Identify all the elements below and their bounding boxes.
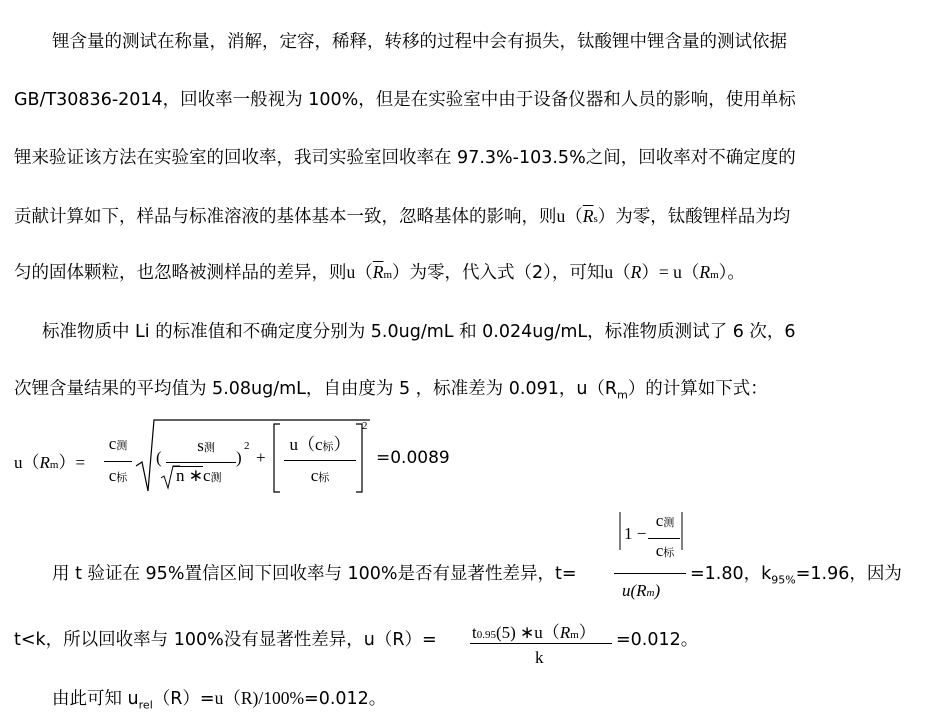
plus: +: [256, 448, 266, 467]
formula1-lhs: [14, 448, 85, 473]
math-sub: 测: [116, 440, 128, 452]
math-R: R: [39, 453, 50, 472]
math-sub: 0.95: [476, 629, 496, 641]
paragraph1-line5: [14, 260, 745, 287]
math-text: u（R)/100%: [214, 688, 305, 708]
math-sub: m: [570, 629, 579, 641]
math-text: (5) ∗u（: [495, 623, 560, 642]
math-u: u（: [556, 206, 583, 226]
text: ）的计算如下式：: [627, 379, 768, 399]
paragraph3-text-a: 用 t 验证在 95%置信区间下回收率与 100%是否有显著性差异，t=: [52, 564, 577, 584]
power-2: 2: [244, 440, 250, 452]
math-sub: m: [646, 587, 655, 599]
math-u-c: u（c: [289, 435, 323, 454]
fraction-bar: [470, 643, 612, 644]
math-eq: ）= u（: [641, 262, 700, 282]
math-R-bar: $\overline{R}$: [372, 262, 384, 282]
math-sub: m: [710, 269, 719, 281]
math-sub: 标: [116, 472, 128, 484]
sub: 95%: [771, 573, 796, 587]
one-minus: 1 −: [624, 524, 647, 543]
math-c: c: [108, 466, 117, 485]
paragraph1-line2: GB/T30836-2014，回收率一般视为 100%，但是在实验室中由于设备仪器和人员的影响，使用单标: [14, 90, 796, 110]
math-sub: s: [593, 213, 598, 225]
math-eq: ）=: [58, 453, 86, 472]
text: =0.012。: [304, 689, 387, 709]
fraction-bar: [648, 538, 680, 539]
math-R-bar: $\overline{R}$: [582, 206, 594, 226]
sub: m: [617, 388, 628, 402]
math-close: ）: [333, 435, 351, 454]
math-sub: 测: [203, 442, 215, 454]
text: 为零，钛酸锂样品为均: [615, 207, 791, 227]
math-close: ): [654, 581, 661, 600]
math-R: R: [559, 623, 571, 642]
math-sub: 标: [322, 441, 334, 453]
math-s: s: [197, 436, 204, 455]
paragraph1-line4: [14, 204, 790, 231]
math-sub: 测: [663, 517, 675, 529]
math-c: c: [655, 541, 664, 560]
math-end: ）。: [718, 262, 745, 282]
denominator-u-R: [622, 581, 660, 601]
text: =1.80，k: [690, 564, 772, 584]
paren-open: (: [156, 448, 162, 467]
math-c: c: [203, 466, 211, 485]
paragraph2-line2: [14, 377, 768, 408]
text: 由此可知 u: [52, 689, 139, 709]
math-R: R: [630, 262, 642, 282]
text: =1.96，因为: [795, 564, 902, 584]
math-u: u（: [346, 262, 373, 282]
fraction-bar-main: [614, 573, 686, 574]
paragraph1-line3: 锂来验证该方法在实验室的回收率，我司实验室回收率在 97.3%-103.5%之间，回收率对不确定度的: [14, 148, 796, 168]
fraction-u-c: [282, 430, 358, 455]
sub: rel: [138, 698, 153, 712]
math-close: ）: [578, 623, 596, 642]
fraction-bar: [284, 460, 356, 461]
fraction-s: [176, 436, 236, 456]
math-times: ∗: [188, 466, 203, 485]
paragraph5: [52, 686, 386, 718]
fraction-c-std: [648, 541, 682, 561]
math-sub: 标: [318, 472, 330, 484]
formula1-result: =0.0089: [376, 448, 450, 468]
paragraph4-text-b: =0.012。: [616, 630, 699, 650]
math-u: u（: [604, 262, 631, 282]
math-sub: m: [383, 269, 393, 281]
math-sub: m: [49, 459, 59, 471]
paragraph1-line1: 锂含量的测试在称量，消解，定容，稀释，转移的过程中会有损失，钛酸锂中锂含量的测试依据: [52, 32, 787, 52]
math-t: t: [472, 623, 477, 642]
text: （R）=: [152, 689, 215, 709]
math-c: c: [655, 511, 664, 530]
fraction-c-meas: [104, 434, 132, 454]
paragraph3-text-b: [690, 562, 902, 593]
math-c: c: [108, 434, 117, 453]
math-sub: 标: [663, 547, 675, 559]
numerator-t: [472, 618, 596, 643]
math-u-R: u(R: [622, 581, 647, 600]
text: 匀的固体颗粒，也忽略被测样品的差异，则: [14, 263, 347, 283]
text: 为零，代入式（2），可知: [409, 263, 605, 283]
math-close: ）: [392, 262, 410, 282]
math-sub: 测: [210, 472, 222, 484]
denominator-k: k: [535, 648, 544, 667]
paragraph2-line1: 标准物质中 Li 的标准值和不确定度分别为 5.0ug/mL 和 0.024ug/mL，标准物质测试了 6 次，6: [42, 322, 796, 342]
math-close: ）: [597, 206, 616, 226]
paren-close: ): [236, 448, 242, 467]
math-n: n: [176, 466, 185, 485]
paragraph4-text-a: t<k，所以回收率与 100%没有显著性差异，u（R）=: [14, 630, 437, 650]
fraction-c-meas: [648, 511, 682, 531]
fraction-bar: [166, 462, 236, 463]
power-2-outer: 2: [362, 420, 368, 432]
math-u: u（: [14, 453, 40, 472]
fraction-n-c: [176, 466, 222, 486]
text: 次锂含量结果的平均值为 5.08ug/mL，自由度为 5 ，标准差为 0.091，u（R: [14, 379, 618, 399]
math-c: c: [310, 466, 319, 485]
fraction-c-std: [104, 466, 132, 486]
math-R: R: [699, 262, 711, 282]
fraction-bar: [104, 461, 132, 462]
fraction-c-std-2: [282, 466, 358, 486]
text: 贡献计算如下，样品与标准溶液的基体基本一致，忽略基体的影响，则: [14, 207, 557, 227]
